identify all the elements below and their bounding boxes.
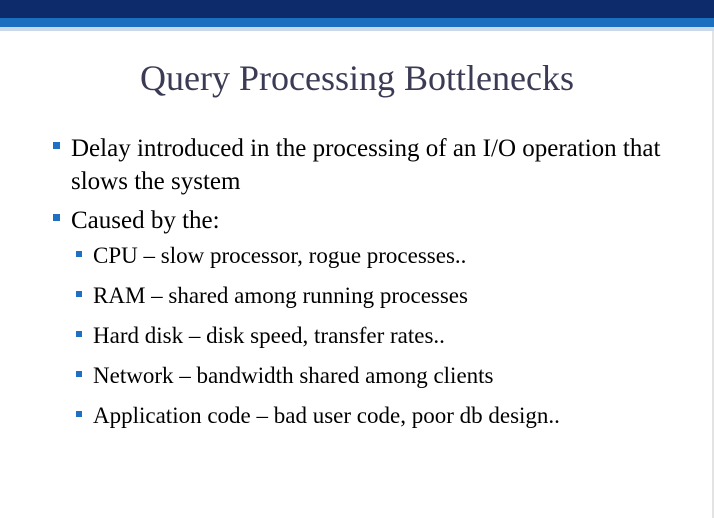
header-bar-accent [0,18,714,27]
bullet-text: Caused by the: [71,207,220,234]
sub-bullet-item [71,241,670,271]
square-bullet-icon [76,371,82,377]
bullet-text: Delay introduced in the processing of an I/O operation that slows the system [71,135,661,195]
header-bar-dark [0,0,714,18]
sub-bullet-text: Application code – bad user code, poor db design.. [93,403,560,428]
sub-bullet-item [71,321,670,351]
square-bullet-icon [76,331,82,337]
sub-bullet-item [71,361,670,391]
sub-bullet-text: Hard disk – disk speed, transfer rates.. [93,323,445,348]
square-bullet-icon [76,411,82,417]
square-bullet-icon [53,142,60,149]
sub-bullet-text: Network – bandwidth shared among clients [93,363,494,388]
square-bullet-icon [76,251,82,257]
bullet-list [50,132,670,441]
sub-bullet-item [71,281,670,311]
bullet-item [50,132,670,198]
sub-bullet-list [71,241,670,431]
sub-bullet-text: RAM – shared among running processes [93,283,468,308]
slide-title: Query Processing Bottlenecks [140,58,574,98]
square-bullet-icon [53,214,60,221]
sub-bullet-text: CPU – slow processor, rogue processes.. [93,243,467,268]
sub-bullet-item [71,401,670,431]
header-bar-light [0,27,714,31]
square-bullet-icon [76,291,82,297]
bullet-item [50,204,670,431]
